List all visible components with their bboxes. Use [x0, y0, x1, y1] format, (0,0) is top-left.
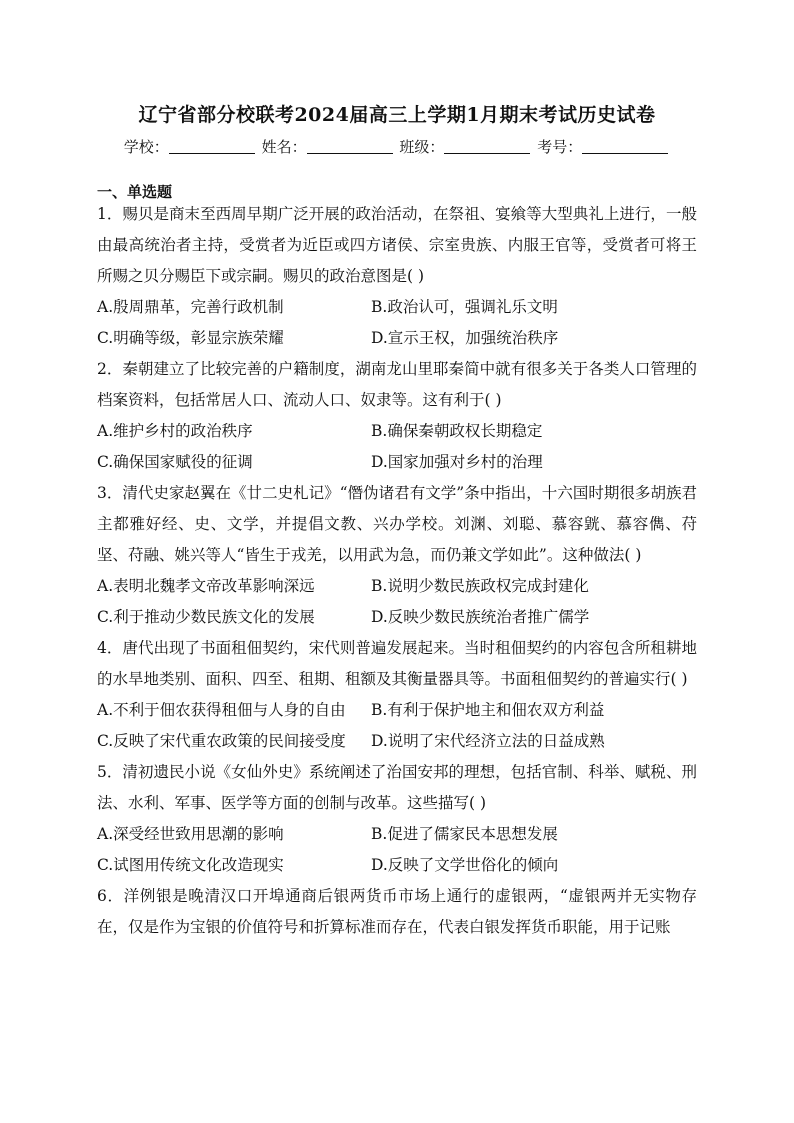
question-1	[97, 199, 697, 354]
option-b[interactable]: B.促进了儒家民本思想发展	[371, 825, 558, 843]
option-b[interactable]: B.确保秦朝政权长期稳定	[371, 422, 543, 440]
question-stem: 4．唐代出现了书面租佃契约，宋代则普遍发展起来。当时租佃契约的内容包含所租耕地的水旱地类别、面积、四至、租期、租额及其衡量器具等。书面租佃契约的普遍实行( )	[97, 639, 697, 688]
school-label: 学校：	[123, 138, 169, 156]
page-title: 辽宁省部分校联考2024届高三上学期1月期末考试历史试卷	[138, 104, 656, 126]
option-row	[97, 819, 697, 850]
option-row	[97, 695, 697, 726]
exam-number-blank[interactable]	[582, 139, 668, 154]
question-6	[97, 881, 697, 943]
option-row	[97, 850, 697, 881]
student-info-row	[0, 136, 794, 157]
option-b[interactable]: B.说明少数民族政权完成封建化	[371, 577, 589, 595]
option-row	[97, 447, 697, 478]
option-row	[97, 416, 697, 447]
option-d[interactable]: D.反映少数民族统治者推广儒学	[371, 608, 590, 626]
question-stem: 6．洋例银是晚清汉口开埠通商后银两货币市场上通行的虚银两，“虚银两并无实物存在，仅是作为宝银的价值符号和折算标准而存在，代表白银发挥货币职能，用于记账	[97, 887, 697, 936]
question-stem: 3．清代史家赵翼在《廿二史札记》“僭伪诸君有文学”条中指出，十六国时期很多胡族君主都雅好经、史、文学，并提倡文教、兴办学校。刘渊、刘聪、慕容皝、慕容儁、苻坚、苻融、姚兴等人“皆生于戎羌，以用武为急，而仍兼文学如此”。这种做法( )	[97, 484, 697, 564]
question-3	[97, 478, 697, 633]
option-c[interactable]: C.试图用传统文化改造现实	[97, 856, 284, 874]
question-stem: 2．秦朝建立了比较完善的户籍制度，湖南龙山里耶秦简中就有很多关于各类人口管理的档案资料，包括常居人口、流动人口、奴隶等。这有利于( )	[97, 360, 697, 409]
option-a[interactable]: A.维护乡村的政治秩序	[97, 422, 253, 440]
option-d[interactable]: D.宣示王权，加强统治秩序	[371, 329, 559, 347]
school-blank[interactable]	[169, 139, 255, 154]
option-a[interactable]: A.表明北魏孝文帝改革影响深远	[97, 577, 315, 595]
class-label: 班级：	[399, 138, 445, 156]
option-d[interactable]: D.国家加强对乡村的治理	[371, 453, 543, 471]
question-stem: 1．赐贝是商末至西周早期广泛开展的政治活动，在祭祖、宴飨等大型典礼上进行，一般由最高统治者主持，受赏者为近臣或四方诸侯、宗室贵族、内服王官等，受赏者可将王所赐之贝分赐臣下或宗嗣。赐贝的政治意图是( )	[97, 205, 697, 285]
name-label: 姓名：	[261, 138, 307, 156]
option-row	[97, 323, 697, 354]
class-blank[interactable]	[444, 139, 530, 154]
option-c[interactable]: C.明确等级，彰显宗族荣耀	[97, 329, 284, 347]
question-5	[97, 757, 697, 881]
option-d[interactable]: D.说明了宋代经济立法的日益成熟	[371, 732, 605, 750]
option-row	[97, 292, 697, 323]
option-b[interactable]: B.有利于保护地主和佃农双方利益	[371, 701, 605, 719]
option-row	[97, 602, 697, 633]
option-row	[97, 726, 697, 757]
option-c[interactable]: C.确保国家赋役的征调	[97, 453, 253, 471]
exam-number-label: 考号：	[537, 138, 583, 156]
option-a[interactable]: A.深受经世致用思潮的影响	[97, 825, 284, 843]
question-4	[97, 633, 697, 757]
question-list	[97, 199, 697, 943]
question-2	[97, 354, 697, 478]
option-b[interactable]: B.政治认可，强调礼乐文明	[371, 298, 558, 316]
name-blank[interactable]	[307, 139, 393, 154]
option-c[interactable]: C.利于推动少数民族文化的发展	[97, 608, 315, 626]
option-d[interactable]: D.反映了文学世俗化的倾向	[371, 856, 559, 874]
option-row	[97, 571, 697, 602]
option-a[interactable]: A.殷周鼎革，完善行政机制	[97, 298, 284, 316]
section-heading: 一、单选题	[97, 183, 173, 201]
option-c[interactable]: C.反映了宋代重农政策的民间接受度	[97, 732, 346, 750]
question-stem: 5．清初遗民小说《女仙外史》系统阐述了治国安邦的理想，包括官制、科举、赋税、刑法、水利、军事、医学等方面的创制与改革。这些描写( )	[97, 763, 697, 812]
option-a[interactable]: A.不利于佃农获得租佃与人身的自由	[97, 701, 346, 719]
